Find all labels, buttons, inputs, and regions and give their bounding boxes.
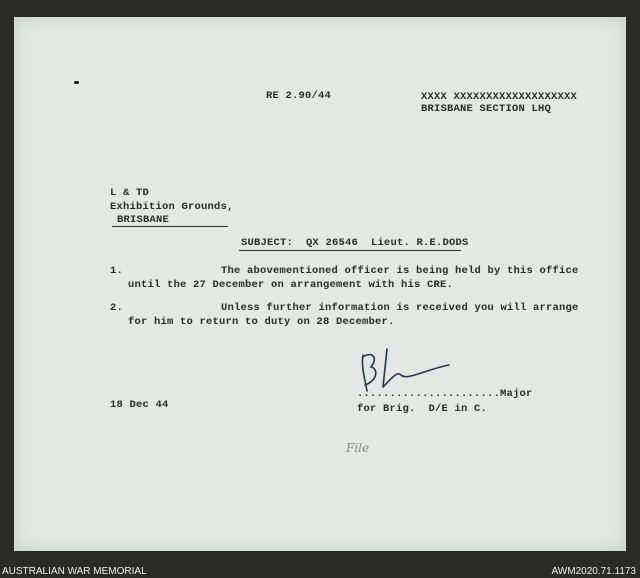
struck-through-line: XXXX XXXXXXXXXXXXXXXXXXX — [421, 91, 578, 103]
footer-accession-number: AWM2020.71.1173 — [551, 566, 636, 577]
pencil-note: File — [346, 441, 370, 455]
address-line-1: L & TD — [110, 187, 150, 199]
subject-underline — [239, 250, 461, 251]
hq-name: BRISBANE SECTION LHQ — [421, 103, 552, 115]
signature-line: ......................Major — [357, 388, 533, 400]
reference-number: RE 2.90/44 — [266, 90, 332, 102]
address-line-2: Exhibition Grounds, — [110, 201, 234, 213]
address-line-3: BRISBANE — [117, 214, 170, 226]
paragraph-line: for him to return to duty on 28 December. — [128, 316, 395, 328]
ink-mark — [74, 81, 79, 84]
document-date: 18 Dec 44 — [110, 399, 169, 411]
paragraph-line: The abovementioned officer is being held by this office — [221, 265, 579, 277]
paragraph-line: Unless further information is received you will arrange — [221, 302, 579, 314]
address-underline — [112, 226, 228, 227]
signature-for: for Brig. D/E in C. — [357, 403, 488, 415]
paragraph-line: until the 27 December on arrangement with his CRE. — [128, 279, 454, 291]
subject-line: SUBJECT: QX 26546 Lieut. R.E.DODS — [241, 237, 469, 249]
paragraph-number: 2. — [110, 302, 124, 314]
paragraph-number: 1. — [110, 265, 124, 277]
document-page — [14, 17, 626, 551]
footer-institution: AUSTRALIAN WAR MEMORIAL — [2, 566, 147, 577]
